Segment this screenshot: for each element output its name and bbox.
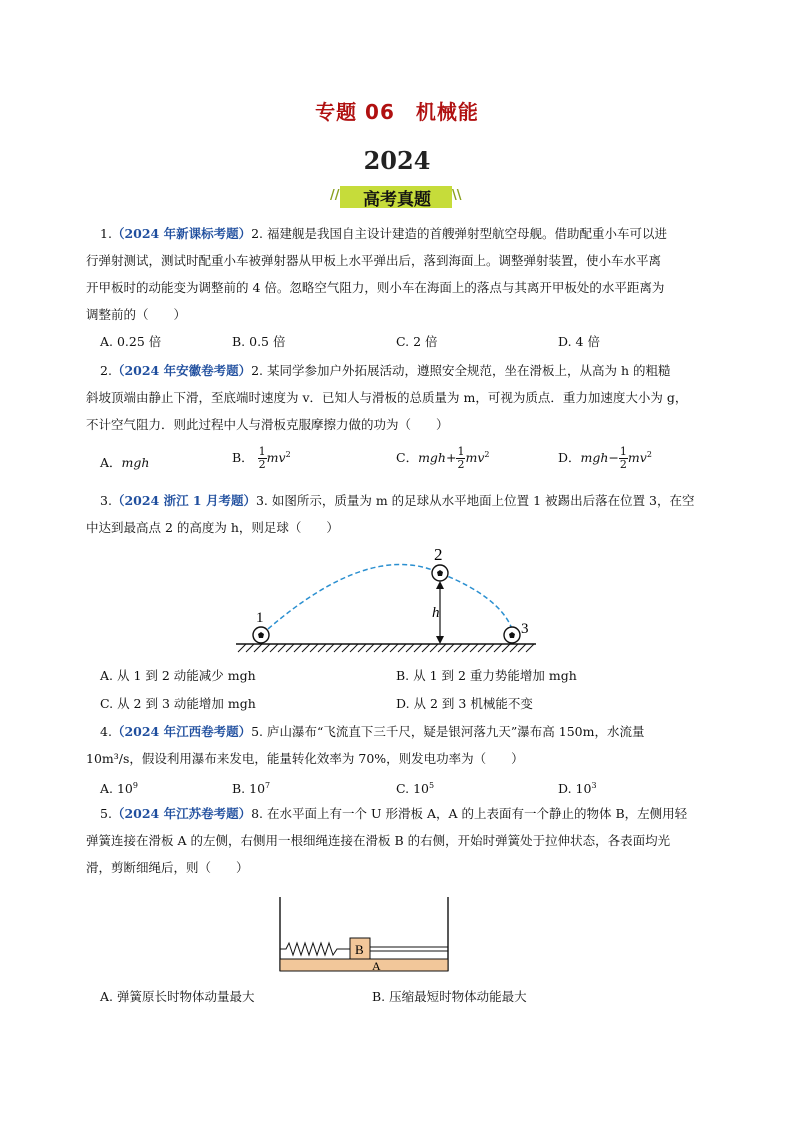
- question-source: （2024 年安徽卷考题）: [111, 363, 252, 378]
- question-2-line-3: 不计空气阻力．则此过程中人与滑板克服摩擦力做的功为（ ）: [86, 417, 449, 432]
- q2-option-a[interactable]: [100, 455, 149, 471]
- option-label: D. 10: [558, 781, 592, 797]
- q3-option-b[interactable]: B. 从 1 到 2 重力势能增加 mgh: [396, 668, 577, 683]
- banner-text: 高考真题: [363, 190, 431, 210]
- sliding-board-figure: [274, 895, 454, 973]
- question-text: 5. 庐山瀑布“飞流直下三千尺，疑是银河落九天”瀑布高 150m，水流量: [251, 724, 645, 739]
- question-number: 4.: [100, 724, 112, 739]
- question-4-line-2: 10m³/s，假设利用瀑布来发电，能量转化效率为 70%，则发电功率为（ ）: [86, 751, 524, 766]
- option-expr: mv: [627, 450, 647, 465]
- page-title: 专题 06 机械能: [315, 100, 479, 124]
- question-source: （2024 年江苏卷考题）: [111, 806, 252, 821]
- q4-option-b[interactable]: [232, 778, 270, 797]
- exponent: 2: [646, 449, 652, 459]
- option-expr: mv: [465, 450, 485, 465]
- option-label: C. 10: [396, 781, 429, 797]
- question-source: （2024 年新课标考题）: [111, 226, 252, 241]
- position-2-label: 2: [434, 545, 443, 564]
- fraction-numerator: 1: [619, 445, 627, 458]
- question-2-line-1: [100, 363, 671, 379]
- question-1-line-2: 行弹射测试，测试时配重小车被弹射器从甲板上水平弹出后，落到海面上。调整弹射装置，使小车水平离: [86, 253, 662, 268]
- fraction-numerator: 1: [457, 445, 465, 458]
- board-a: [280, 959, 448, 971]
- q3-option-d[interactable]: D. 从 2 到 3 机械能不变: [396, 696, 533, 711]
- question-5-line-3: 滑，剪断细绳后，则（ ）: [86, 860, 249, 875]
- exponent: 3: [591, 781, 597, 790]
- exponent: 2: [484, 449, 490, 459]
- option-label: B．: [232, 450, 254, 465]
- plus-sign: +: [445, 450, 457, 465]
- minus-sign: −: [608, 450, 619, 465]
- question-number: 5.: [100, 806, 112, 821]
- question-source: （2024 年江西卷考题）: [111, 724, 252, 739]
- option-expr: mv: [266, 450, 286, 465]
- q2-option-c[interactable]: [396, 446, 489, 471]
- exponent: 5: [428, 781, 435, 790]
- q5-option-a[interactable]: A. 弹簧原长时物体动量最大: [100, 989, 255, 1004]
- exponent: 2: [285, 449, 291, 459]
- question-text: 2. 福建舰是我国自主设计建造的首艘弹射型航空母舰。借助配重小车可以进: [251, 226, 667, 241]
- question-source: （2024 浙江 1 月考题）: [111, 493, 256, 508]
- year-heading: 2024: [363, 146, 431, 175]
- football-trajectory-figure: [230, 545, 540, 660]
- question-5-line-2: 弹簧连接在滑板 A 的左侧，右侧用一根细绳连接在滑板 B 的右侧，开始时弹簧处于拉伸状态，各表面均光: [86, 833, 671, 848]
- spring: [280, 943, 350, 955]
- question-1-line-1: [100, 226, 667, 242]
- board-a-label: A: [372, 959, 381, 973]
- ball-1-icon: [253, 627, 269, 643]
- q1-option-c[interactable]: C. 2 倍: [396, 334, 438, 349]
- question-3-line-2: 中达到最高点 2 的高度为 h，则足球（ ）: [86, 520, 339, 535]
- ball-2-icon: [432, 565, 448, 581]
- height-label: h: [432, 605, 440, 621]
- option-expr: mgh: [418, 450, 446, 465]
- exponent: 9: [132, 781, 138, 790]
- fraction-denominator: 2: [457, 458, 465, 471]
- question-3-line-1: [100, 493, 695, 509]
- option-label: B. 10: [232, 781, 266, 797]
- question-text: 2. 某同学参加户外拓展活动，遵照安全规范，坐在滑板上，从高为 h 的粗糙: [251, 363, 671, 378]
- fraction-denominator: 2: [258, 458, 266, 471]
- question-number: 2.: [100, 363, 112, 378]
- option-expr: mgh: [580, 450, 609, 465]
- fraction: [258, 446, 267, 471]
- height-arrow-up-icon: [436, 581, 444, 589]
- trajectory-path: [268, 564, 512, 629]
- banner-slash-right: \\: [452, 188, 462, 203]
- height-arrow-down-icon: [436, 636, 444, 644]
- option-expr: mgh: [121, 455, 150, 470]
- q2-option-d[interactable]: [558, 446, 652, 471]
- option-label: A. 10: [100, 781, 133, 797]
- question-1-line-4: 调整前的（ ）: [86, 307, 187, 322]
- q3-option-a[interactable]: A. 从 1 到 2 动能减少 mgh: [100, 668, 256, 683]
- q4-option-d[interactable]: [558, 778, 597, 797]
- q4-option-c[interactable]: [396, 778, 434, 797]
- option-label: A．: [100, 455, 122, 470]
- q1-option-b[interactable]: B. 0.5 倍: [232, 334, 286, 349]
- q2-option-b[interactable]: [232, 446, 291, 471]
- q5-option-b[interactable]: B. 压缩最短时物体动能最大: [372, 989, 527, 1004]
- q1-option-a[interactable]: A. 0.25 倍: [100, 334, 162, 349]
- ball-3-icon: [504, 627, 520, 643]
- block-b-label: B: [355, 942, 364, 957]
- q1-option-d[interactable]: D. 4 倍: [558, 334, 600, 349]
- banner-slash-left: //: [330, 188, 340, 203]
- question-number: 3.: [100, 493, 112, 508]
- q3-option-c[interactable]: C. 从 2 到 3 动能增加 mgh: [100, 696, 256, 711]
- section-banner: [328, 182, 466, 210]
- fraction-denominator: 2: [619, 458, 627, 471]
- position-3-label: 3: [521, 621, 529, 637]
- position-1-label: 1: [256, 610, 264, 626]
- question-1-line-3: 开甲板时的动能变为调整前的 4 倍。忽略空气阻力，则小车在海面上的落点与其离开甲板处的水平距离为: [86, 280, 665, 295]
- fraction-numerator: 1: [258, 445, 266, 458]
- ground-hatching: [238, 644, 534, 652]
- option-label: C．: [396, 450, 419, 465]
- question-text: 3. 如图所示，质量为 m 的足球从水平地面上位置 1 被踢出后落在位置 3，在空: [255, 493, 695, 508]
- question-4-line-1: [100, 724, 644, 740]
- q4-option-a[interactable]: [100, 778, 138, 797]
- question-text: 8. 在水平面上有一个 U 形滑板 A，A 的上表面有一个静止的物体 B，左侧用轻: [251, 806, 688, 821]
- question-5-line-1: [100, 806, 687, 822]
- question-number: 1.: [100, 226, 112, 241]
- fraction: [619, 446, 628, 471]
- question-2-line-2: 斜坡顶端由静止下滑，至底端时速度为 v．已知人与滑板的总质量为 m，可视为质点．重力加速度大小为 g，: [86, 390, 688, 405]
- option-label: D．: [558, 450, 581, 465]
- exponent: 7: [265, 781, 271, 790]
